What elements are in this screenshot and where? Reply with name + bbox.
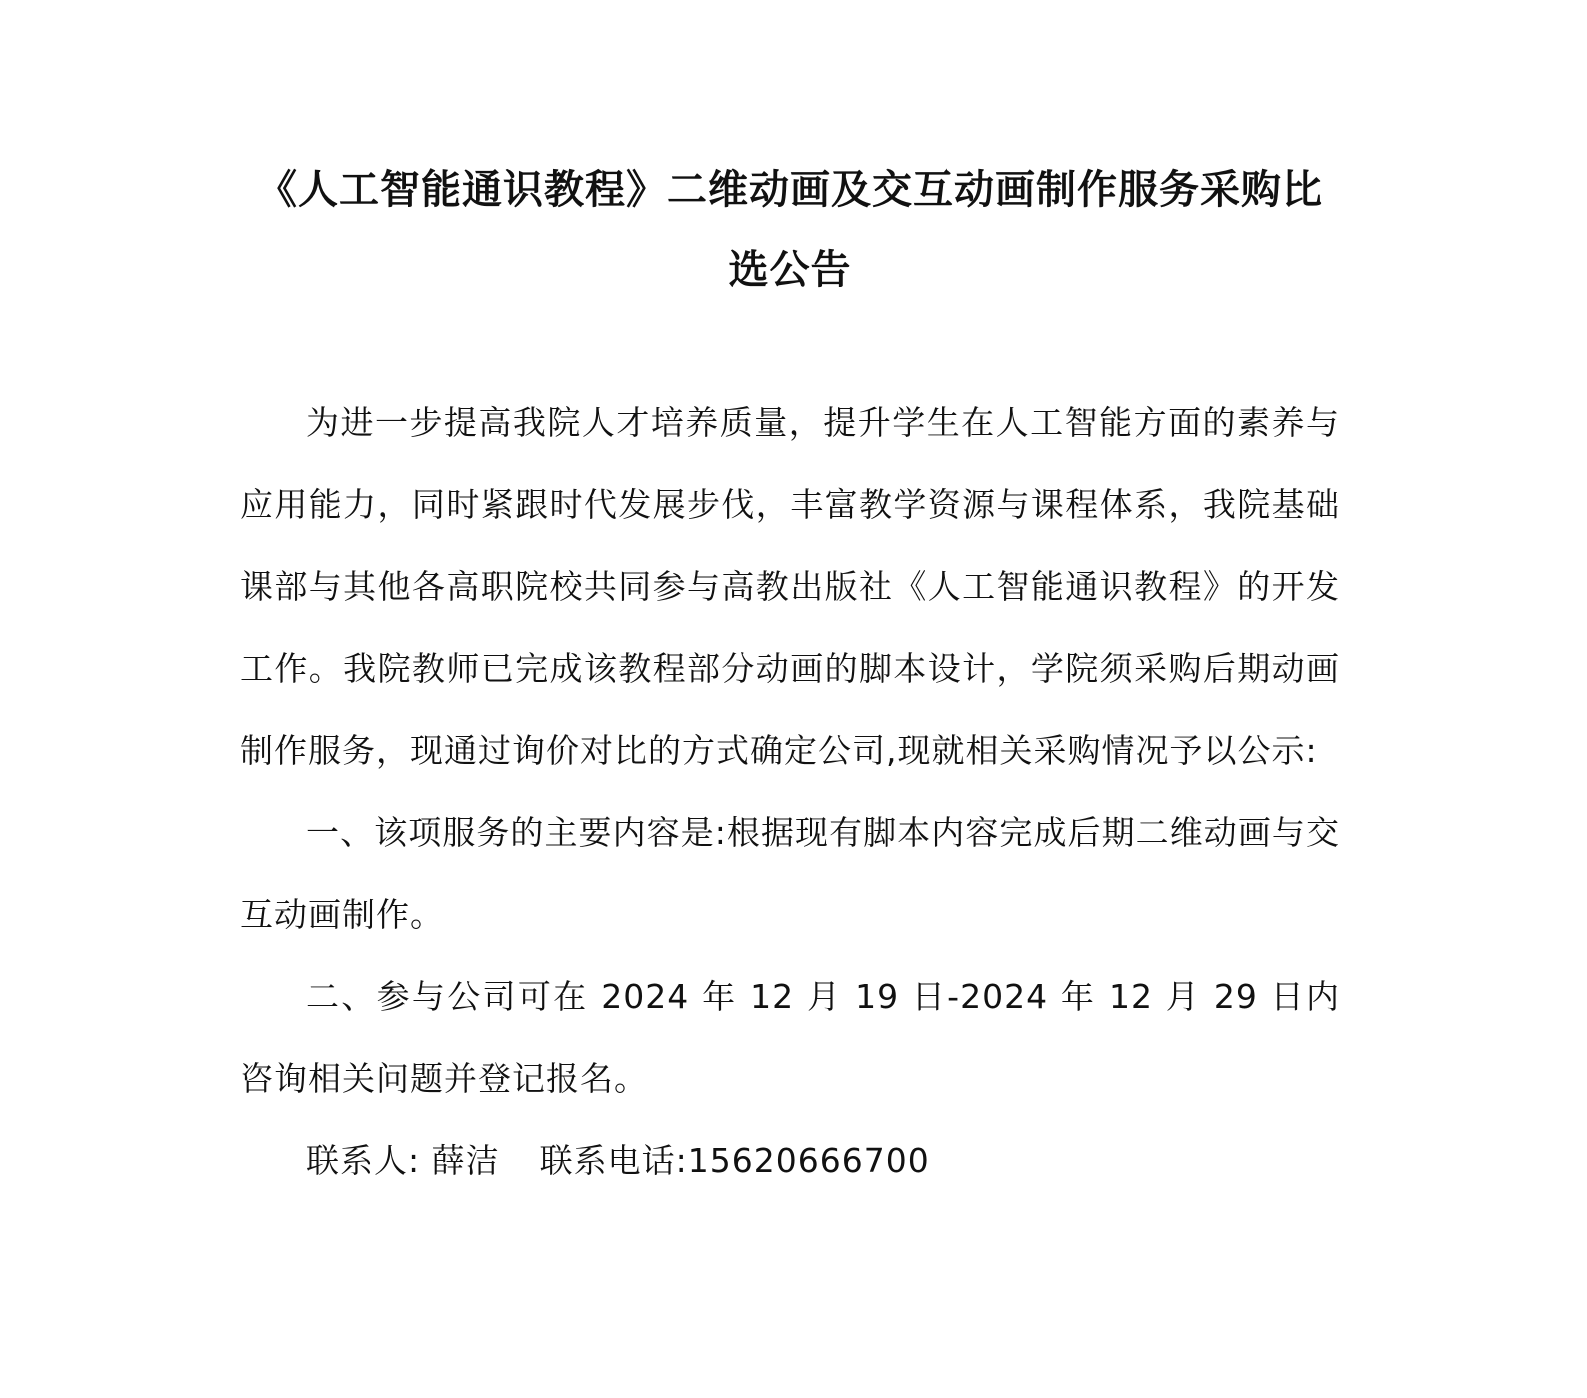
- intro-paragraph: 为进一步提高我院人才培养质量，提升学生在人工智能方面的素养与应用能力，同时紧跟时代发展步伐，丰富教学资源与课程体系，我院基础课部与其他各高职院校共同参与高教出版社《人工智能通识教程》的开发工作。我院教师已完成该教程部分动画的脚本设计，学院须采购后期动画制作服务，现通过询价对比的方式确定公司,现就相关采购情况予以公示:: [240, 403, 1340, 770]
- contact-person-label: 联系人:: [306, 1141, 421, 1180]
- contact-line: [240, 1120, 1340, 1202]
- title-line-2: 选公告: [728, 247, 852, 293]
- service-content-paragraph: 一、该项服务的主要内容是:根据现有脚本内容完成后期二维动画与交互动画制作。: [240, 813, 1340, 934]
- document-page: [240, 150, 1340, 1202]
- title-line-1: 《人工智能通识教程》二维动画及交互动画制作服务采购比: [257, 167, 1323, 213]
- registration-period-paragraph: 二、参与公司可在 2024 年 12 月 19 日-2024 年 12 月 29 日内咨询相关问题并登记报名。: [240, 977, 1340, 1098]
- contact-person-name: 薛洁: [431, 1141, 500, 1180]
- contact-phone-number: 15620666700: [687, 1141, 930, 1180]
- document-title: [240, 150, 1340, 310]
- document-body: [240, 382, 1340, 1202]
- contact-phone-label: 联系电话:: [539, 1141, 688, 1180]
